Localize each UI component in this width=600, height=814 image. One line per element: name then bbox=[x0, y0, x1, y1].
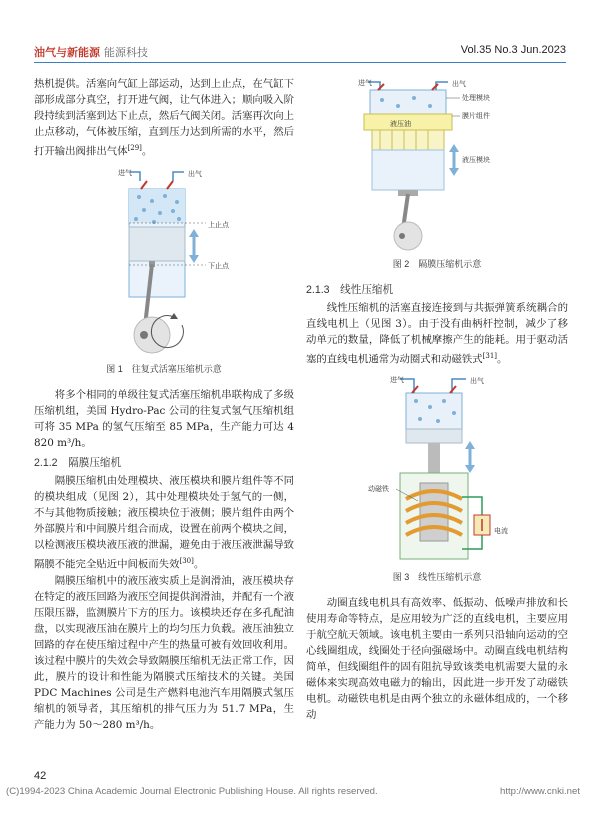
diaphragm-compressor-diagram bbox=[306, 76, 568, 256]
cnki-url: http://www.cnki.net bbox=[500, 786, 580, 797]
fig3-magnet-label: 动磁铁 bbox=[368, 486, 389, 494]
fig2-outlet-label: 出气 bbox=[452, 81, 466, 88]
paragraph-1: 热机提供。活塞向气缸上部运动，达到上止点，在气缸下部形成部分真空，打开进气阀，让气体进入；顺向吸入阶段持续到活塞到达下止点，然后气阀关闭。活塞再次向上止点移动，气体被压缩，直到压力达到所需的水平，然后打开输出阀排出气体[29]。 bbox=[34, 78, 294, 158]
fig3-outlet-label: 出气 bbox=[470, 378, 484, 386]
fig1-inlet-label: 进气 bbox=[118, 170, 132, 178]
header-rule bbox=[34, 62, 566, 63]
paragraph-2: 将多个相同的单级往复式活塞压缩机串联构成了多级压缩机组，美国 Hydro-Pac 公司的往复式氢气压缩机组可将 35 MPa 的氢气压缩至 85 MPa，生产能力可达 4 820 m³/h。 bbox=[34, 389, 294, 450]
fig2-process-module-label: 处理模块 bbox=[462, 95, 490, 102]
paragraph-6: 动圈直线电机具有高效率、低振动、低噪声排放和长使用寿命等特点，是应用较为广泛的直线电机，主要应用于航空航天领域。该电机主要由一系列只沿轴向运动的空心线圈组成，线圈处于径向强磁场中。动圈直线电机结构简单，但线圈组件的固有阻抗导致该类电机需要大量的永磁体来实现高效电磁力的输出，因此进一步开发了动磁铁电机。动磁铁电机是由两个独立的永磁体组成的，一个移动 bbox=[306, 597, 568, 722]
figure-2 bbox=[306, 76, 568, 256]
figure-1-caption: 图 1 往复式活塞压缩机示意 bbox=[106, 364, 222, 375]
section-2-1-3: 2.1.3 线性压缩机 bbox=[306, 284, 394, 296]
figure-3-caption: 图 3 线性压缩机示意 bbox=[392, 572, 482, 583]
fig1-outlet-label: 出气 bbox=[188, 171, 202, 179]
figure-3 bbox=[306, 373, 568, 569]
fig2-oil-label: 液压油 bbox=[390, 121, 411, 128]
right-column bbox=[306, 76, 568, 723]
figure-2-caption: 图 2 隔膜压缩机示意 bbox=[392, 259, 482, 269]
fig1-bottom-dead-center: 下止点 bbox=[208, 263, 229, 271]
copyright-text: (C)1994-2023 China Academic Journal Electronic Publishing House. All rights reserved. bbox=[6, 786, 378, 797]
volume-info: Vol.35 No.3 Jun.2023 bbox=[460, 44, 566, 56]
running-header bbox=[34, 44, 566, 60]
journal-subtitle: 能源科技 bbox=[104, 47, 148, 59]
fig1-top-dead-center: 上止点 bbox=[208, 222, 229, 230]
linear-compressor-diagram bbox=[306, 373, 568, 569]
page-number: 42 bbox=[34, 770, 47, 782]
reciprocating-compressor-diagram bbox=[34, 167, 294, 357]
figure-1 bbox=[34, 167, 294, 357]
fig2-inlet-label: 进气 bbox=[358, 80, 372, 87]
paragraph-3: 隔膜压缩机由处理模块、液压模块和膜片组件等不同的模块组成（见图 2），其中处理模块处于氢气的一侧，不与其他物质接触；液压模块位于液侧；膜片组件由两个外部膜片和中间膜片组合而成，设置在前两个模块之间，以检测液压模块液压液的泄漏，避免由于液压液泄漏导致隔膜不能完全贴近中间板而失效[30]。 bbox=[34, 475, 294, 571]
fig2-diaphragm-label: 膜片组件 bbox=[462, 113, 490, 120]
left-column bbox=[34, 76, 294, 733]
paragraph-4: 隔膜压缩机中的液压液实质上是润滑油，液压模块存在特定的液压回路为液压空间提供润滑油，并配有一个液压限压器，监测膜片下方的压力。该模块还存在多孔配油盘，以实现液压油在膜片上的均匀压力负载。液压油独立回路的存在使压缩过程中产生的热量可被有效回收利用。该过程中膜片的失效会导致隔膜压缩机无法正常工作，因此，膜片的设计和性能为隔膜式压缩技术的关键。美国 PDC Machines 公司是生产燃料电池汽车用隔膜式氢压缩机的领导者，其压缩机的排气压力为 51.7 MPa，生产能力为 50～280 m³/h。 bbox=[34, 574, 294, 731]
fig3-current-label: 电流 bbox=[494, 528, 508, 536]
fig2-hydraulic-module-label: 液压模块 bbox=[462, 157, 490, 164]
section-2-1-2: 2.1.2 隔膜压缩机 bbox=[34, 457, 122, 470]
fig3-inlet-label: 进气 bbox=[390, 377, 404, 385]
copyright-footer bbox=[6, 786, 594, 797]
paragraph-5: 线性压缩机的活塞直接连接到与共振弹簧系统耦合的直线电机上（见图 3）。由于没有曲柄杆控制，减少了移动单元的数量，降低了机械摩擦产生的能耗。用于驱动活塞的直线电机通常为动圈式和动磁铁式[31]。 bbox=[306, 302, 568, 366]
journal-name: 油气与新能源 bbox=[34, 47, 100, 59]
